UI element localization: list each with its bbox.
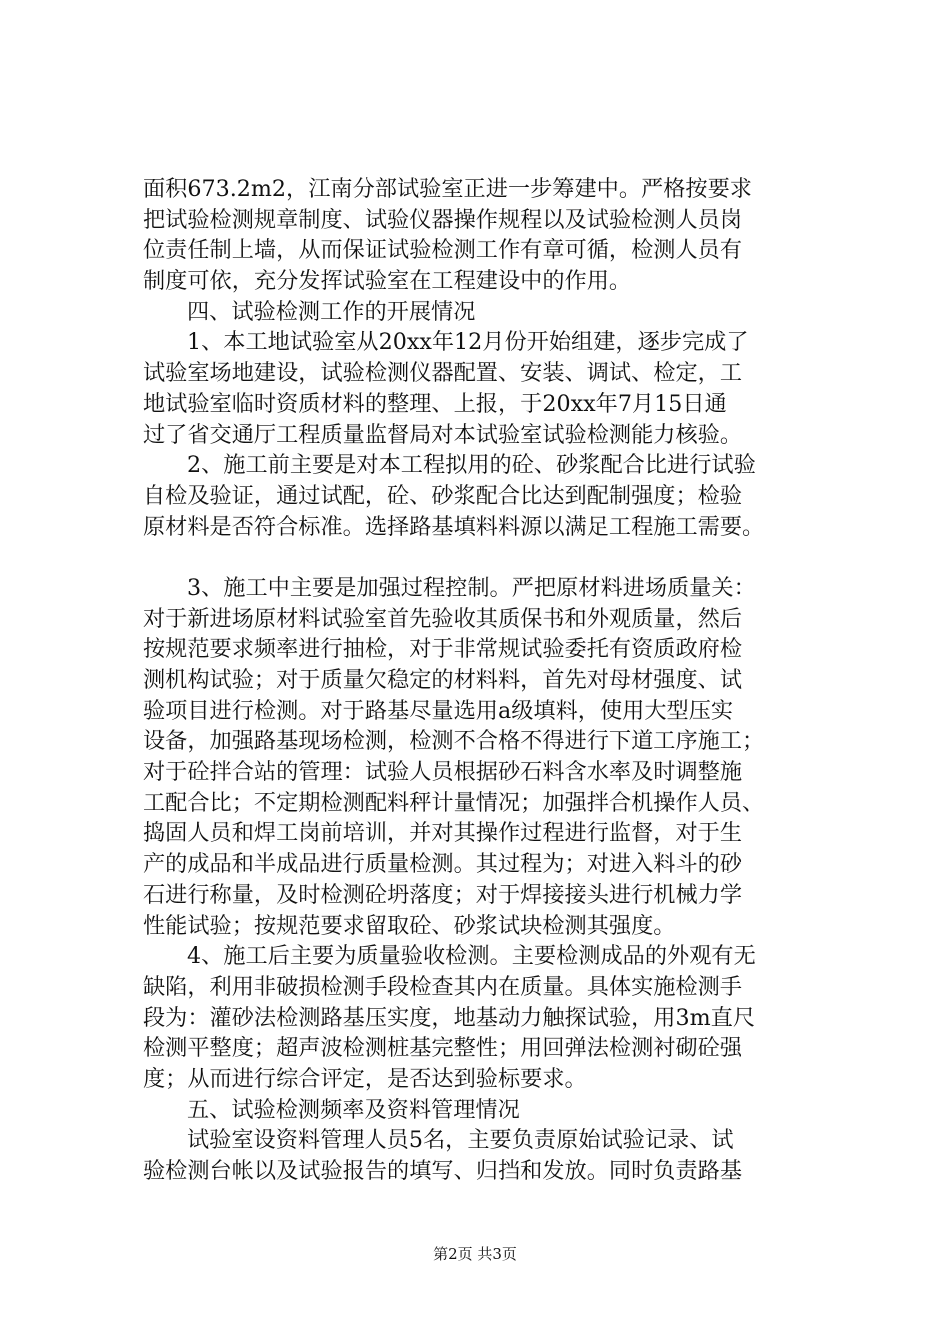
- text-line: 缺陷，利用非破损检测手段检查其内在质量。具体实施检测手: [143, 973, 743, 1000]
- text-line: 设备，加强路基现场检测，检测不合格不得进行下道工序施工；: [143, 728, 765, 755]
- text-line: 4、施工后主要为质量验收检测。主要检测成品的外观有无: [187, 943, 756, 970]
- page-footer: 第2页 共3页: [433, 1245, 517, 1263]
- text-line: 把试验检测规章制度、试验仪器操作规程以及试验检测人员岗: [143, 206, 743, 233]
- text-line: 验检测台帐以及试验报告的填写、归挡和发放。同时负责路基: [143, 1158, 743, 1184]
- text-line: 段为：灌砂法检测路基压实度，地基动力触探试验，用3m直尺: [143, 1004, 756, 1031]
- text-line: 过了省交通厅工程质量监督局对本试验室试验检测能力核验。: [143, 421, 743, 448]
- text-line: 对于砼拌合站的管理：试验人员根据砂石料含水率及时调整施: [143, 759, 743, 786]
- text-line: 位责任制上墙，从而保证试验检测工作有章可循，检测人员有: [143, 237, 743, 264]
- text-line: 检测平整度；超声波检测桩基完整性；用回弹法检测衬砌砼强: [143, 1035, 743, 1062]
- document-body: [143, 174, 843, 1187]
- text-line: 按规范要求频率进行抽检，对于非常规试验委托有资质政府检: [143, 636, 743, 663]
- text-line: 面积673.2m2，江南分部试验室正进一步筹建中。严格按要求: [143, 176, 752, 202]
- text-line: 试验室场地建设，试验检测仪器配置、安装、调试、检定，工: [143, 360, 743, 387]
- text-line: 试验室设资料管理人员5名，主要负责原始试验记录、试: [187, 1127, 734, 1154]
- text-line: 测机构试验；对于质量欠稳定的材料料，首先对母材强度、试: [143, 667, 743, 693]
- text-line: 1、本工地试验室从20xx年12月份开始组建，逐步完成了: [187, 329, 749, 356]
- text-line: 性能试验；按规范要求留取砼、砂浆试块检测其强度。: [143, 912, 676, 939]
- text-line: 捣固人员和焊工岗前培训，并对其操作过程进行监督，对于生: [143, 820, 743, 847]
- text-line: 石进行称量，及时检测砼坍落度；对于焊接接头进行机械力学: [143, 881, 743, 908]
- text-line: 对于新进场原材料试验室首先验收其质保书和外观质量，然后: [143, 605, 743, 632]
- text-line: 地试验室临时资质材料的整理、上报，于20xx年7月15日通: [143, 390, 727, 417]
- text-line: 度；从而进行综合评定，是否达到验标要求。: [143, 1065, 587, 1092]
- text-line: 3、施工中主要是加强过程控制。严把原材料进场质量关：: [187, 574, 756, 601]
- text-line: 产的成品和半成品进行质量检测。其过程为；对进入料斗的砂: [143, 851, 743, 878]
- text-line: 验项目进行检测。对于路基尽量选用a级填料，使用大型压实: [143, 697, 734, 724]
- text-line: 原材料是否符合标准。选择路基填料料源以满足工程施工需要。: [143, 513, 765, 540]
- section-heading: 五、试验检测频率及资料管理情况: [187, 1096, 520, 1123]
- text-line: 制度可依，充分发挥试验室在工程建设中的作用。: [143, 268, 632, 295]
- text-line: 自检及验证，通过试配，砼、砂浆配合比达到配制强度；检验: [143, 482, 743, 509]
- paragraph-gap: [143, 542, 843, 573]
- text-line: 工配合比；不定期检测配料秤计量情况；加强拌合机操作人员、: [143, 789, 765, 816]
- section-heading: 四、试验检测工作的开展情况: [187, 298, 476, 325]
- text-line: 2、施工前主要是对本工程拟用的砼、砂浆配合比进行试验: [187, 452, 756, 479]
